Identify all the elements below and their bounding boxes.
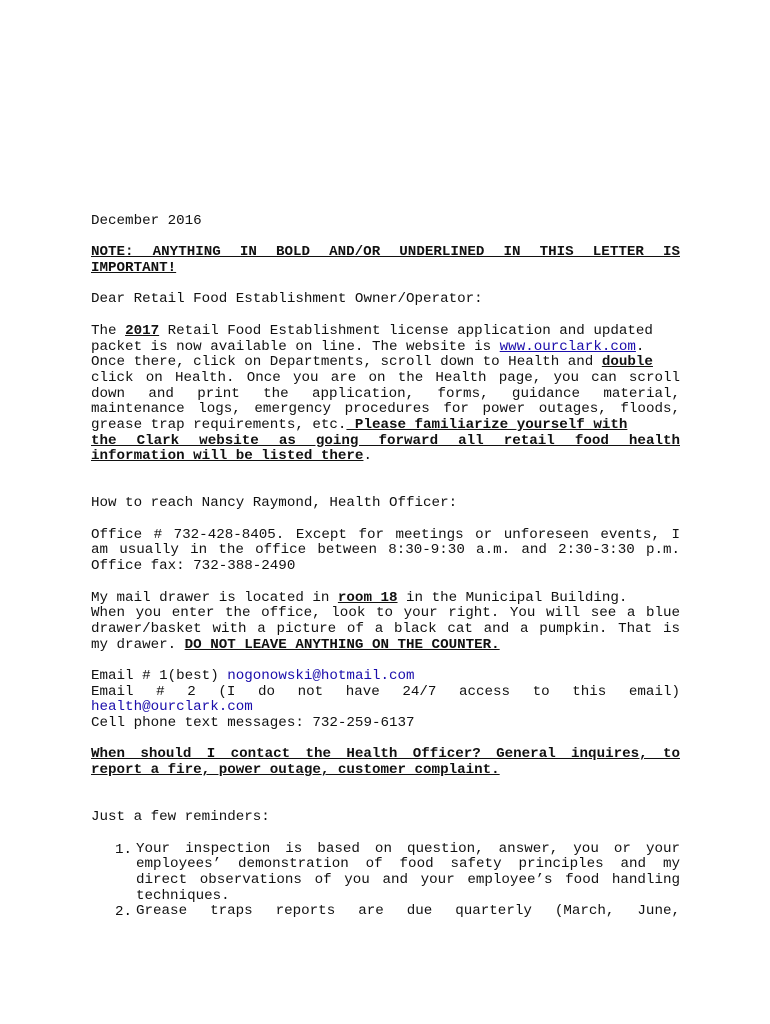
list-line: employees’ demonstration of food safety principles and my: [136, 856, 680, 873]
email-2-label: Email # 2 (I do not have 24/7 access to this email): [91, 683, 680, 700]
website-link[interactable]: www.ourclark.com: [499, 338, 636, 355]
text: packet is now available on line. The website is: [91, 338, 500, 355]
list-line: Grease traps reports are due quarterly (March, June,: [136, 903, 680, 920]
paragraph-line: When you enter the office, look to your right. You will see a blue: [91, 605, 680, 622]
paragraph-line: drawer/basket with a picture of a black cat and a pumpkin. That is: [91, 620, 680, 637]
list-line: direct observations of you and your employee’s food handling: [136, 871, 680, 888]
drawer-paragraph: [91, 591, 680, 654]
room-emphasis: room 18: [337, 589, 398, 606]
email-2-link[interactable]: health@ourclark.com: [91, 699, 253, 716]
contact-when-line-1: When should I contact the Health Officer? General inquires, to: [91, 746, 680, 763]
familiarize-emphasis: Please familiarize yourself with: [346, 416, 628, 433]
text: my drawer.: [91, 636, 185, 653]
double-emphasis: double: [601, 354, 653, 371]
paragraph-line: maintenance logs, emergency procedures for power outages, floods,: [91, 401, 680, 418]
counter-warning: DO NOT LEAVE ANYTHING ON THE COUNTER.: [184, 636, 500, 653]
list-item: [91, 904, 680, 920]
letter-body: [91, 214, 680, 920]
paragraph-line: the Clark website as going forward all retail food health: [91, 432, 680, 449]
text: Once there, click on Departments, scroll down to Health and: [91, 354, 602, 371]
paragraph-line: [91, 449, 680, 465]
paragraph-line: down and print the application, forms, guidance material,: [91, 385, 680, 402]
greeting: Dear Retail Food Establishment Owner/Operator:: [91, 291, 483, 308]
paragraph-line: [91, 324, 680, 340]
paragraph-line: am usually in the office between 8:30-9:30 a.m. and 2:30-3:30 p.m.: [91, 542, 680, 559]
paragraph-line: [91, 418, 680, 434]
cell-phone: Cell phone text messages: 732-259-6137: [91, 715, 415, 731]
reminders-heading: Just a few reminders:: [91, 809, 270, 826]
text: .: [363, 448, 372, 465]
text: in the Municipal Building.: [397, 589, 628, 606]
text: Retail Food Establishment license application and updated: [159, 322, 653, 339]
license-paragraph: [91, 324, 680, 465]
text: .: [635, 338, 645, 355]
list-number: 2.: [115, 904, 133, 921]
info-emphasis: information will be listed there: [91, 448, 364, 465]
paragraph-line: [91, 355, 680, 371]
letter-date: December 2016: [91, 213, 202, 229]
reminders-list: [91, 842, 680, 920]
list-item: [91, 842, 680, 905]
text: grease trap requirements, etc.: [91, 416, 347, 433]
text: The: [91, 322, 126, 339]
reach-heading: How to reach Nancy Raymond, Health Officer:: [91, 495, 458, 512]
paragraph-line: [91, 591, 680, 607]
office-fax: Office fax: 732-388-2490: [91, 558, 296, 575]
text: My mail drawer is located in: [91, 589, 338, 606]
list-line: techniques.: [136, 887, 230, 904]
email-1-label: Email # 1(best): [91, 667, 228, 684]
contact-when-line-2: report a fire, power outage, customer complaint.: [91, 762, 500, 779]
email-1-line: [91, 669, 680, 685]
paragraph-line: Office # 732-428-8405. Except for meetings or unforeseen events, I: [91, 526, 680, 543]
office-paragraph: [91, 528, 680, 575]
year-highlight: 2017: [125, 322, 160, 339]
important-note-line-2: IMPORTANT!: [91, 260, 177, 277]
contacts-block: [91, 669, 680, 732]
paragraph-line: click on Health. Once you are on the Health page, you can scroll: [91, 369, 680, 386]
paragraph-line: [91, 340, 680, 356]
list-number: 1.: [115, 841, 133, 858]
list-line: Your inspection is based on question, answer, you or your: [136, 840, 680, 857]
paragraph-line: [91, 638, 680, 654]
email-2-line: [91, 700, 680, 716]
important-note-line-1: NOTE: ANYTHING IN BOLD AND/OR UNDERLINED IN THIS LETTER IS: [91, 244, 680, 261]
email-1-link[interactable]: nogonowski@hotmail.com: [227, 667, 415, 684]
